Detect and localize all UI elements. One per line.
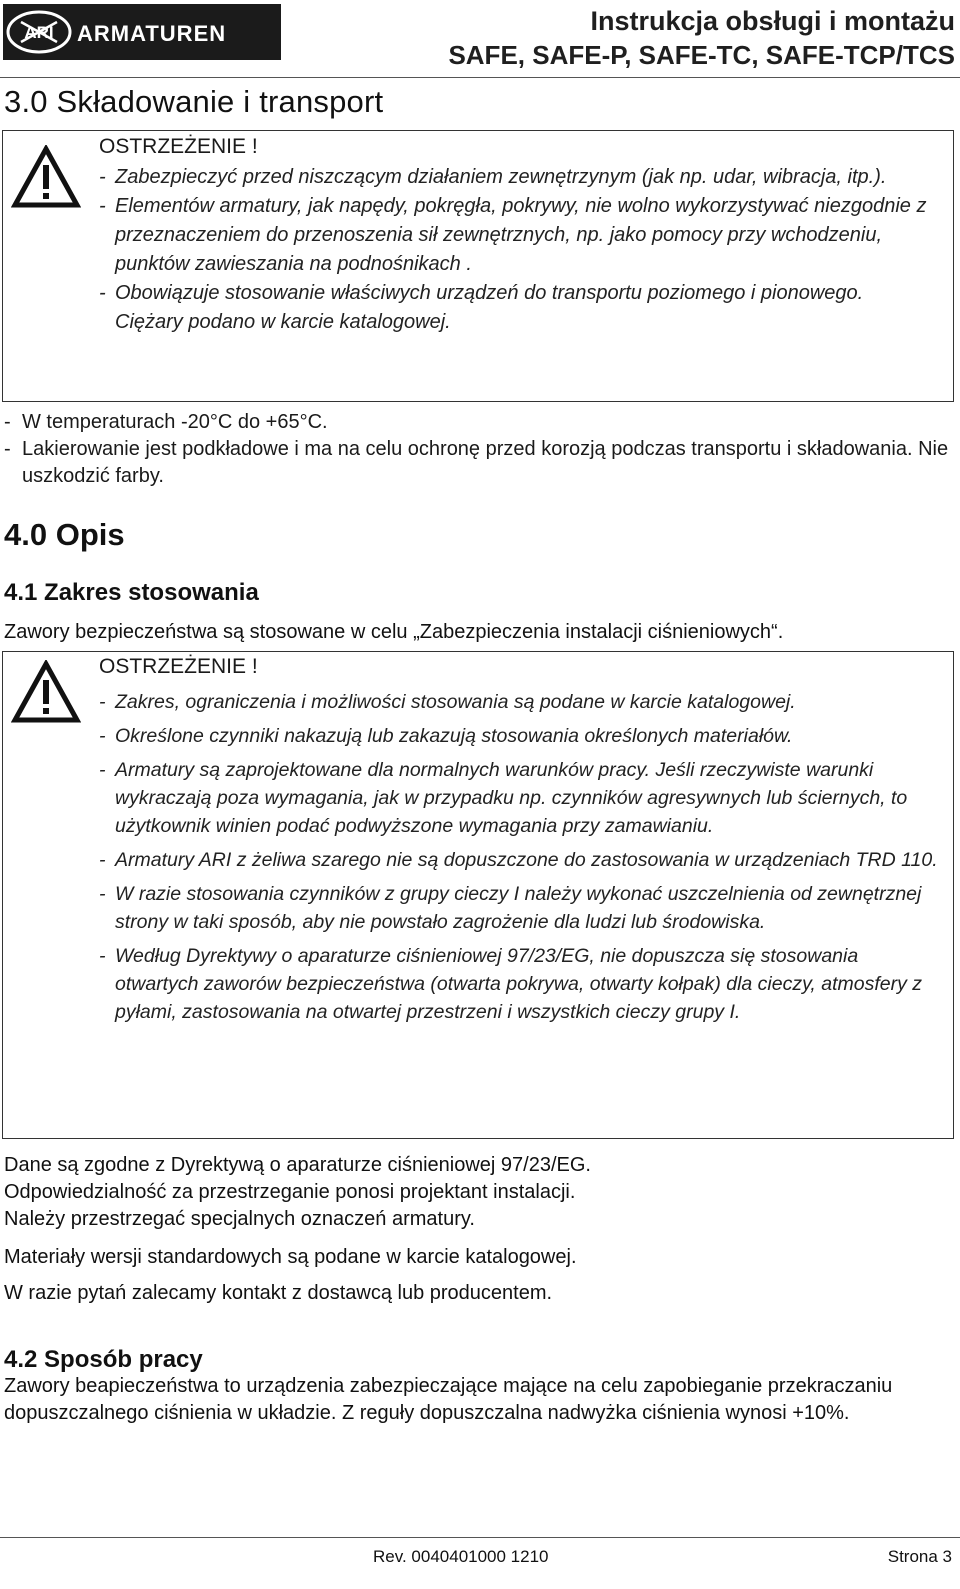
warning-title: OSTRZEŻENIE !	[99, 135, 258, 158]
document-title	[448, 4, 955, 72]
list-item: - W temperaturach -20°C do +65°C.	[4, 411, 328, 433]
responsibility-note: Odpowiedzialność za przestrzeganie ponosi projektant instalacji.	[4, 1181, 576, 1203]
list-item: - Zakres, ograniczenia i możliwości stosowania są podane w karcie katalogowej.	[99, 691, 796, 713]
section-4-1-heading: 4.1 Zakres stosowania	[4, 579, 259, 606]
marking-note: Należy przestrzegać specjalnych oznaczeń armatury.	[4, 1208, 475, 1230]
warning-box-application	[2, 651, 954, 1139]
list-item: - Określone czynniki nakazują lub zakazują stosowania określonych materiałów.	[99, 725, 793, 747]
revision-number: Rev. 0040401000 1210	[373, 1547, 549, 1566]
list-item: - Elementów armatury, jak napędy, pokręgła, pokrywy, nie wolno wykorzystywać niezgodnie z przeznaczeniem do przenoszenia sił zewnętrznych, np. jako pomocy przy wchodzeniu, punktów zawieszania na podnośnikach .	[99, 195, 927, 275]
directive-note: Dane są zgodne z Dyrektywą o aparaturze ciśnieniowej 97/23/EG.	[4, 1154, 591, 1176]
list-item: - W razie stosowania czynników z grupy cieczy I należy wykonać uszczelnienia od zewnętrznej strony w taki sposób, aby nie powstało zagrożenie dla ludzi lub środowiska.	[99, 883, 922, 933]
document-title-line2: SAFE, SAFE-P, SAFE-TC, SAFE-TCP/TCS	[448, 40, 955, 70]
svg-text:ARMATUREN: ARMATUREN	[77, 21, 227, 46]
list-item: - Według Dyrektywy o aparaturze ciśnieniowej 97/23/EG, nie dopuszcza się stosowania otwartych zaworów bezpieczeństwa (otwarta pokrywa, otwarty kołpak) dla cieczy, atmosfery z pyłami, zastosowania na otwartej przestrzeni i wszystkich cieczy grupy I.	[99, 945, 923, 1023]
list-item: - Obowiązuje stosowanie właściwych urządzeń do transportu poziomego i pionowego.	[99, 282, 864, 304]
list-item: - Armatury są zaprojektowane dla normalnych warunków pracy. Jeśli rzeczywiste warunki wykraczają poza wymagania, jak w przypadku np. czynników agresywnych lub ściernych, to użytkownik winien podać podwyższone wymagania przy zamawianiu.	[99, 759, 908, 837]
list-item: - Zabezpieczyć przed niszczącym działaniem zewnętrzynym (jak np. udar, wibracja, itp.).	[99, 166, 887, 188]
contact-note: W razie pytań zalecamy kontakt z dostawcą lub producentem.	[4, 1282, 553, 1304]
section-4-2-heading: 4.2 Sposób pracy	[4, 1346, 203, 1373]
warning-list	[99, 688, 943, 1026]
svg-text:ARI: ARI	[24, 23, 54, 42]
footer-divider	[0, 1537, 960, 1538]
storage-list	[4, 409, 950, 490]
section-3-heading: 3.0 Składowanie i transport	[4, 84, 384, 119]
warning-title: OSTRZEŻENIE !	[99, 655, 258, 678]
page-number: Strona 3	[887, 1547, 952, 1566]
materials-note: Materiały wersji standardowych są podane w karcie katalogowej.	[4, 1246, 577, 1268]
list-item: - Lakierowanie jest podkładowe i ma na celu ochronę przed korozją podczas transportu i składowania. Nie uszkodzić farby.	[4, 438, 949, 487]
warning-box-storage	[2, 130, 954, 402]
warning-triangle-icon	[11, 660, 81, 724]
warning-note: Ciężary podano w karcie katalogowej.	[115, 311, 451, 333]
list-item: - Armatury ARI z żeliwa szarego nie są dopuszczone do zastosowania w urządzeniach TRD 110.	[99, 849, 938, 871]
section-4-heading: 4.0 Opis	[4, 517, 125, 552]
warning-triangle-icon	[11, 145, 81, 209]
document-title-line1: Instrukcja obsługi i montażu	[590, 6, 955, 36]
warning-list	[99, 163, 943, 337]
application-intro: Zawory bezpieczeństwa są stosowane w celu „Zabezpieczenia instalacji ciśnieniowych“.	[4, 621, 784, 643]
header-divider	[0, 77, 960, 78]
ari-armaturen-logo	[3, 4, 281, 60]
operation-text: Zawory beapieczeństwa to urządzenia zabezpieczające mające na celu zapobieganie przekraczaniu dopuszczalnego ciśnienia w układzie. Z reguły dopuszczalna nadwyżka ciśnienia wynosi +10%.	[4, 1375, 893, 1424]
